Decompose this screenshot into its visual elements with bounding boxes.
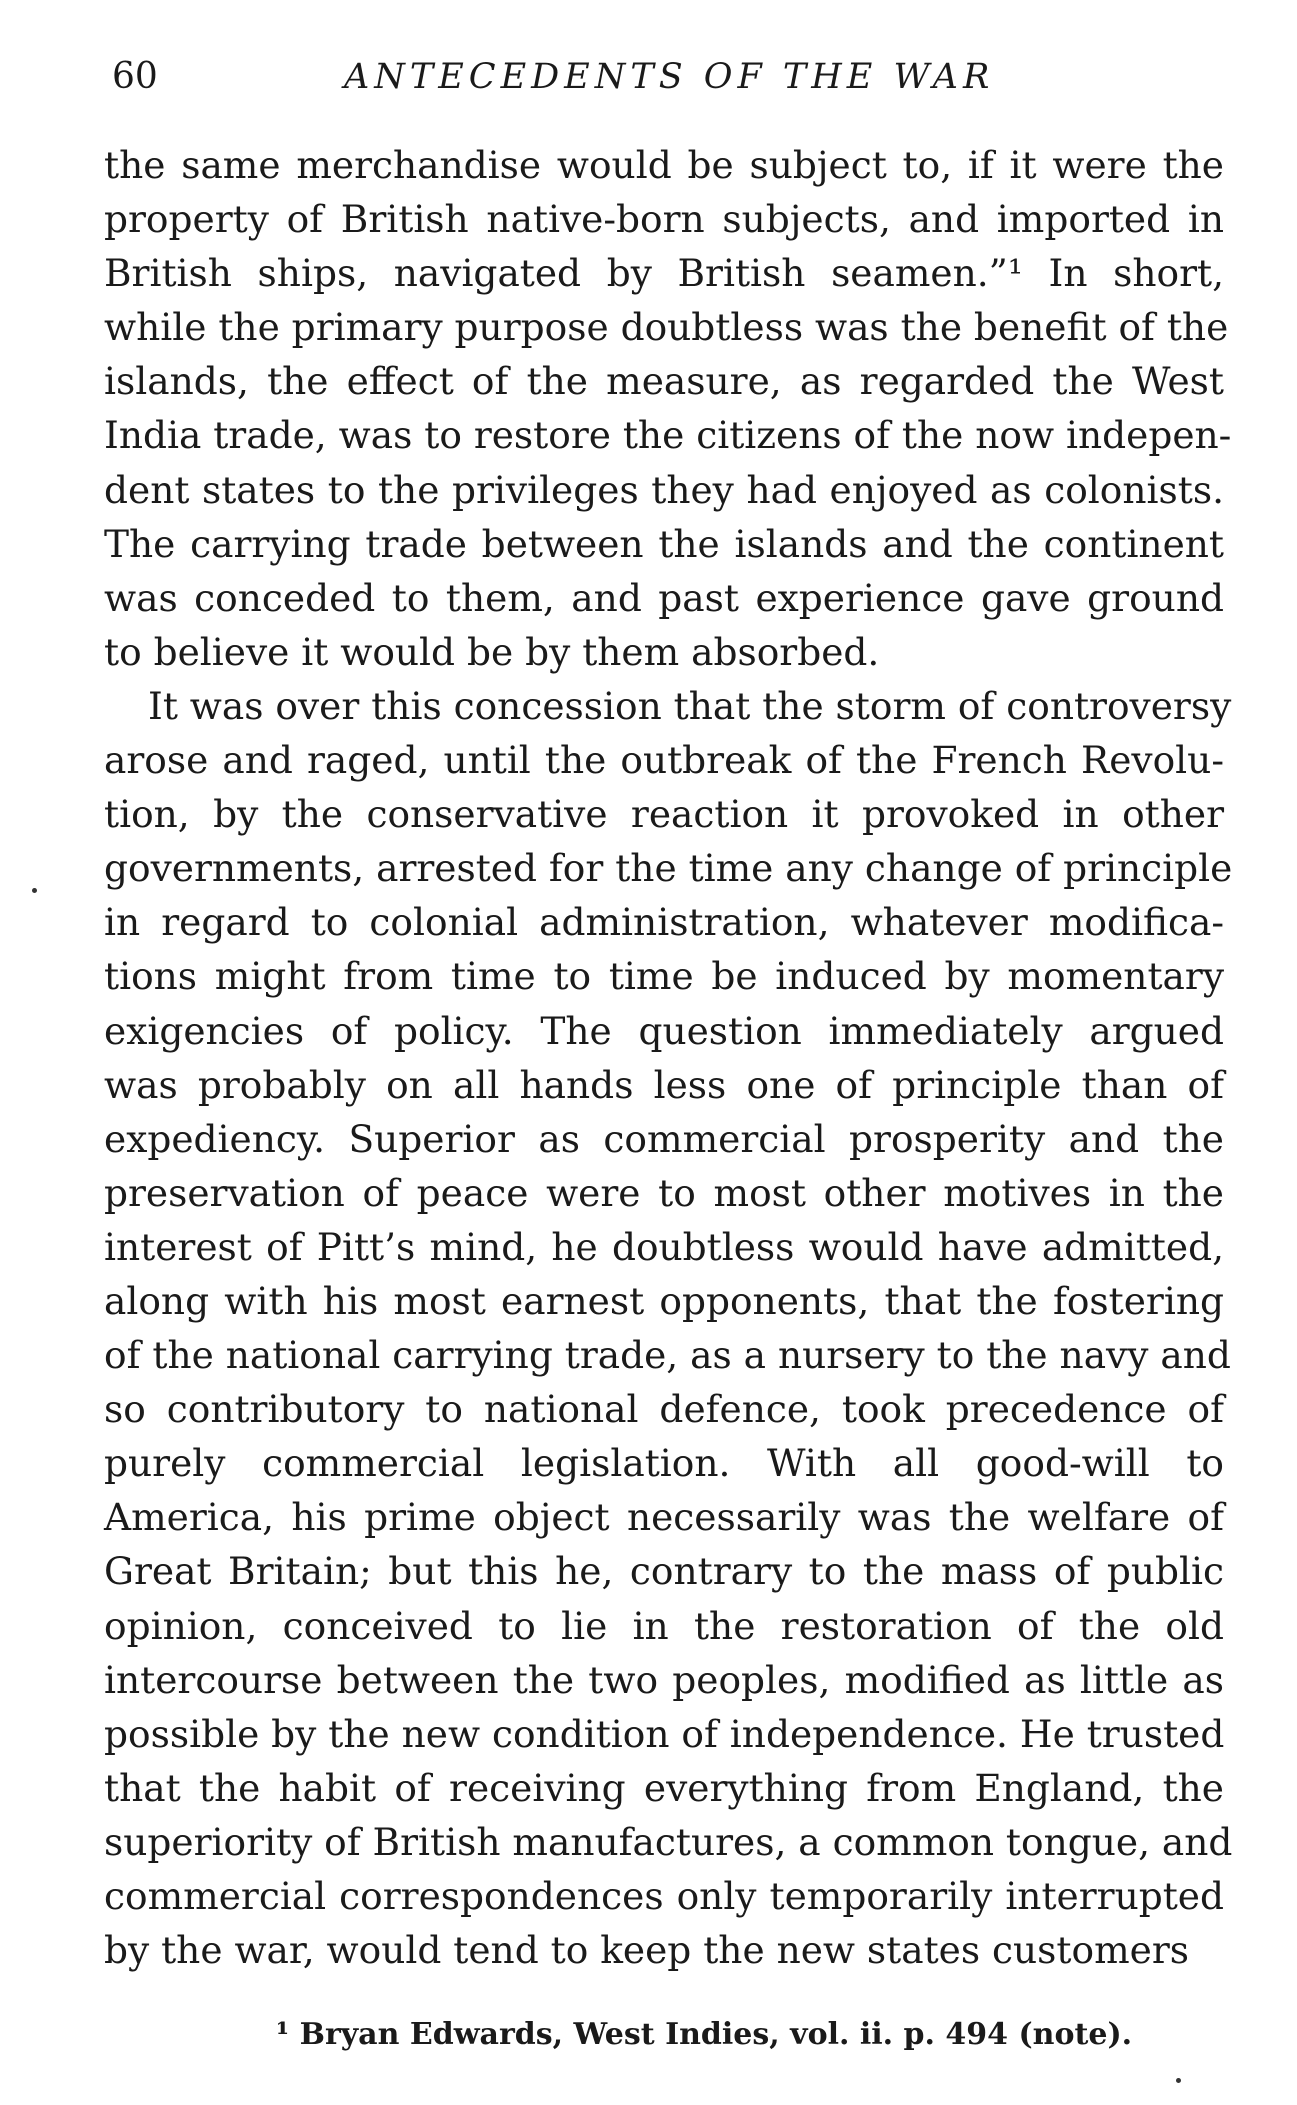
text-line: along with his most earnest opponents, that the fostering bbox=[104, 1278, 1224, 1323]
text-line: to believe it would be by them absorbed. bbox=[104, 629, 880, 674]
text-line: of the national carrying trade, as a nursery to the navy and bbox=[104, 1333, 1231, 1378]
text-line: British ships, navigated by British seamen.”¹ In short, bbox=[104, 251, 1224, 296]
text-line: in regard to colonial administration, whatever modifica- bbox=[104, 900, 1224, 945]
text-line: It was over this concession that the storm of controversy bbox=[148, 683, 1232, 728]
text-line: the same merchandise would be subject to, if it were the bbox=[104, 143, 1224, 187]
text-line: commercial correspondences only temporarily interrupted bbox=[104, 1874, 1224, 1918]
text-line: arose and raged, until the outbreak of the French Revolu- bbox=[104, 738, 1224, 783]
text-line: superiority of British manufactures, a common tongue, and bbox=[104, 1819, 1233, 1864]
text-line: opinion, conceived to lie in the restoration of the old bbox=[104, 1603, 1224, 1648]
text-line: exigencies of policy. The question immediately argued bbox=[104, 1008, 1224, 1053]
text-line: expediency. Superior as commercial prosperity and the bbox=[104, 1116, 1224, 1161]
margin-speck bbox=[1176, 2078, 1181, 2083]
text-line: intercourse between the two peoples, modified as little as bbox=[104, 1657, 1224, 1702]
text-line: tion, by the conservative reaction it provoked in other bbox=[104, 792, 1224, 837]
page-header bbox=[112, 52, 1112, 112]
text-line: that the habit of receiving everything from England, the bbox=[104, 1765, 1224, 1810]
text-line: dent states to the privileges they had enjoyed as colonists. bbox=[104, 467, 1224, 512]
text-line: was probably on all hands less one of principle than of bbox=[104, 1062, 1224, 1107]
text-line: America, his prime object necessarily was the welfare of bbox=[104, 1495, 1224, 1540]
text-line: India trade, was to restore the citizens of the now indepen- bbox=[104, 413, 1232, 458]
paragraph bbox=[104, 679, 1233, 1977]
text-line: property of British native-born subjects, and imported in bbox=[104, 197, 1224, 242]
text-line: possible by the new condition of independence. He trusted bbox=[104, 1711, 1225, 1756]
text-line: Great Britain; but this he, contrary to the mass of public bbox=[104, 1549, 1224, 1594]
footnote: ¹ Bryan Edwards, West Indies, vol. ii. p. 494 (note). bbox=[276, 2017, 1133, 2052]
margin-speck bbox=[32, 888, 37, 893]
text-line: tions might from time to time be induced by momentary bbox=[104, 954, 1224, 999]
page-number: 60 bbox=[112, 56, 158, 97]
running-head: ANTECEDENTS OF THE WAR bbox=[344, 57, 995, 97]
text-line: The carrying trade between the islands and the continent bbox=[104, 521, 1224, 566]
text-line: so contributory to national defence, took precedence of bbox=[104, 1387, 1224, 1432]
text-line: by the war, would tend to keep the new states customers bbox=[104, 1928, 1189, 1973]
text-line: purely commercial legislation. With all good-will to bbox=[104, 1441, 1224, 1486]
body-text bbox=[104, 138, 1233, 1977]
text-line: governments, arrested for the time any change of principle bbox=[104, 846, 1233, 891]
text-line: islands, the effect of the measure, as regarded the West bbox=[104, 359, 1224, 404]
text-line: interest of Pitt’s mind, he doubtless would have admitted, bbox=[104, 1224, 1224, 1269]
text-line: was conceded to them, and past experience gave ground bbox=[104, 575, 1224, 620]
text-line: preservation of peace were to most other motives in the bbox=[104, 1170, 1224, 1215]
paragraph bbox=[104, 138, 1232, 679]
text-line: while the primary purpose doubtless was the benefit of the bbox=[104, 305, 1229, 350]
